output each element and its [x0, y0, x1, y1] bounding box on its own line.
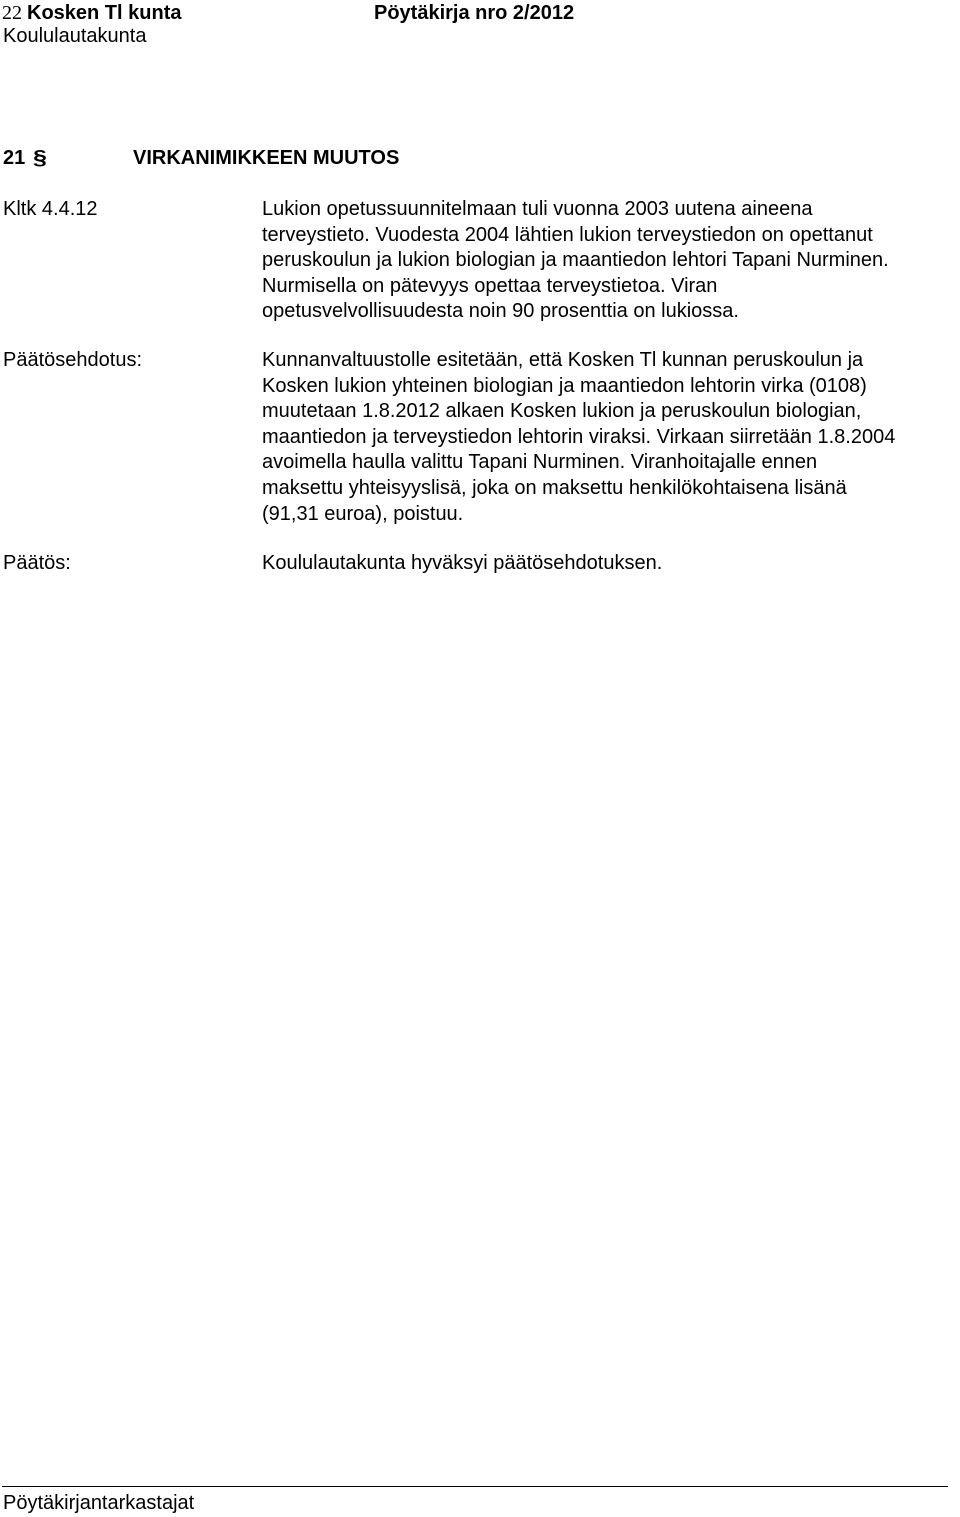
paragraph-line: (91,31 euroa), poistuu.	[262, 502, 464, 525]
signature-line	[2, 1486, 948, 1487]
minutes-checkers-label: Pöytäkirjantarkastajat	[3, 1492, 195, 1514]
background-paragraph	[262, 197, 960, 325]
section-title: VIRKANIMIKKEEN MUUTOS	[133, 147, 400, 169]
paragraph-line: maantiedon ja terveystiedon lehtorin viraksi. Virkaan siirretään 1.8.2004	[262, 425, 896, 448]
section-sign: §	[33, 147, 47, 169]
item-label-proposal: Päätösehdotus:	[3, 349, 142, 371]
proposal-paragraph	[262, 348, 960, 527]
committee-name: Koululautakunta	[3, 25, 147, 47]
paragraph-line: Kunnanvaltuustolle esitetään, että Kosken Tl kunnan peruskoulun ja	[262, 349, 864, 371]
paragraph-line: muutetaan 1.8.2012 alkaen Kosken lukion ja peruskoulun biologian,	[262, 400, 862, 423]
municipality-name: Kosken Tl kunta	[27, 2, 182, 24]
paragraph-line: avoimella haulla valittu Tapani Nurminen. Viranhoitajalle ennen	[262, 451, 818, 474]
paragraph-line: terveystieto. Vuodesta 2004 lähtien lukion terveystiedon on opettanut	[262, 223, 873, 246]
paragraph-line: Nurmisella on pätevyys opettaa terveystietoa. Viran	[262, 274, 718, 297]
paragraph-line: peruskoulun ja lukion biologian ja maantiedon lehtori Tapani Nurminen.	[262, 249, 889, 272]
paragraph-line: Kosken lukion yhteinen biologian ja maantiedon lehtorin virka (0108)	[262, 374, 867, 397]
minutes-number: Pöytäkirja nro 2/2012	[374, 2, 575, 24]
paragraph-line: opetusvelvollisuudesta noin 90 prosenttia on lukiossa.	[262, 300, 739, 323]
section-number: 21	[3, 147, 26, 169]
item-label-meeting-date: Kltk 4.4.12	[3, 198, 98, 220]
paragraph-line: maksettu yhteisyyslisä, joka on maksettu henkilökohtaisena lisänä	[262, 476, 847, 499]
page-number: 22	[2, 2, 22, 24]
paragraph-line: Koululautakunta hyväksyi päätösehdotuksen.	[262, 552, 663, 574]
decision-paragraph	[262, 551, 960, 577]
item-label-decision: Päätös:	[3, 552, 71, 574]
paragraph-line: Lukion opetussuunnitelmaan tuli vuonna 2003 uutena aineena	[262, 198, 813, 220]
